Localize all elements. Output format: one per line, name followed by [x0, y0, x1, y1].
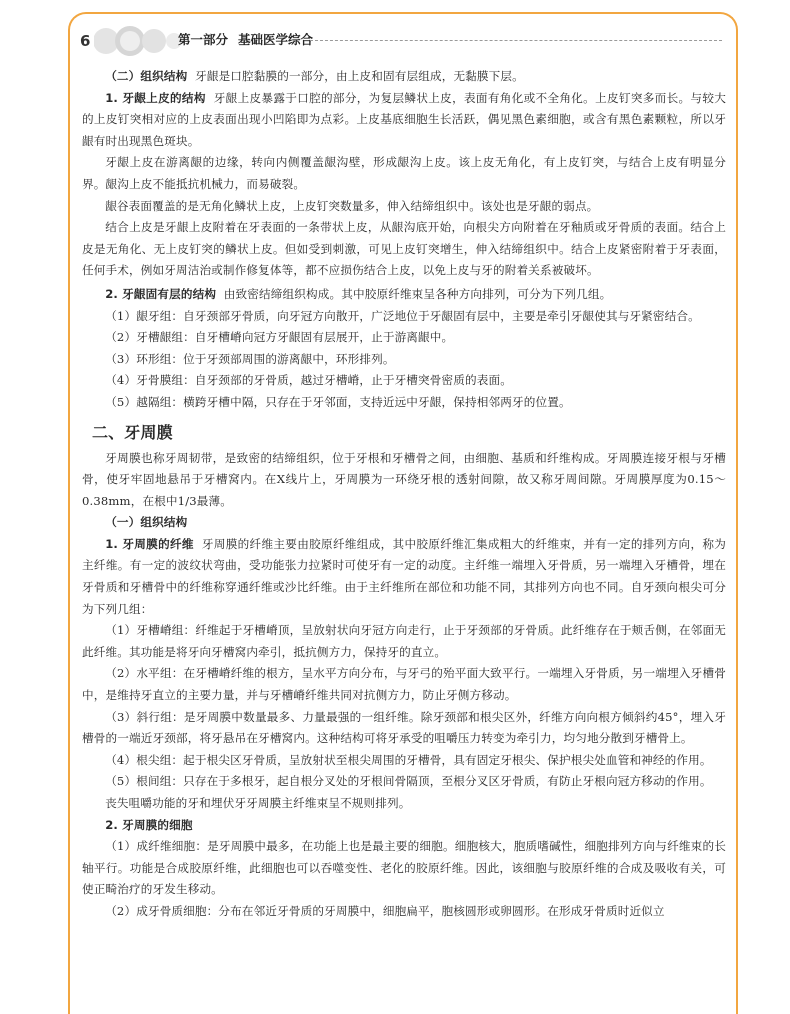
subsection-heading: 1. 牙龈上皮的结构	[105, 90, 206, 105]
page-body	[82, 66, 726, 923]
paragraph: 牙周膜也称牙周韧带，是致密的结缔组织，位于牙根和牙槽骨之间，由细胞、基质和纤维构成。牙周膜连接牙根与牙槽骨，使牙牢固地悬吊于牙槽窝内。在X线片上，牙周膜为一环绕牙根的透射间隙，故又称牙周间隙。牙周膜厚度为0.15～0.38mm，在根中1/3最薄。	[82, 450, 726, 508]
header-dashed-rule	[310, 40, 722, 41]
subsection-heading: 2. 牙龈固有层的结构	[105, 286, 217, 301]
list-item: （2）牙槽龈组：自牙槽嵴向冠方牙龈固有层展开，止于游离龈中。	[105, 330, 454, 345]
list-item: （4）根尖组：起于根尖区牙骨质，呈放射状至根尖周围的牙槽骨，具有固定牙根尖、保护根尖处血管和神经的作用。	[105, 752, 712, 767]
paragraph-text: 牙龈上皮暴露于口腔的部分，为复层鳞状上皮，表面有角化或不全角化。上皮钉突多而长。与较大的上皮钉突相对应的上皮表面出现小凹陷即为点彩。上皮基底细胞生长活跃，偶见黑色素细胞，或含有黑色素颗粒，所以牙龈有时出现黑色斑块。	[82, 90, 727, 148]
list-item: （2）水平组：在牙槽嵴纤维的根方，呈水平方向分布，与牙弓的殆平面大致平行。一端埋入牙骨质，另一端埋入牙槽骨中，是维持牙直立的主要力量，并与牙槽嵴纤维共同对抗侧方力，防止牙侧方移动。	[82, 666, 726, 703]
list-item: （1）牙槽嵴组：纤维起于牙槽嵴顶，呈放射状向牙冠方向走行，止于牙颈部的牙骨质。此纤维存在于颊舌侧，在邻面无此纤维。其功能是将牙向牙槽窝内牵引，抵抗侧方力，保持牙的直立。	[82, 623, 726, 659]
paragraph	[82, 534, 726, 620]
header-title	[178, 32, 313, 48]
running-header	[74, 26, 728, 56]
list-item: （3）斜行组：是牙周膜中数量最多、力量最强的一组纤维。除牙颈部和根尖区外，纤维方向向根方倾斜约45°，埋入牙槽骨的一端近牙颈部，将牙悬吊在牙槽窝内。这种结构可将牙承受的咀嚼压力转变为牵引力，均匀地分散到牙槽骨上。	[82, 709, 726, 746]
paragraph: 龈谷表面覆盖的是无角化鳞状上皮，上皮钉突数量多，伸入结缔组织中。该处也是牙龈的弱点。	[105, 198, 599, 213]
paragraph: 牙龈上皮在游离龈的边缘，转向内侧覆盖龈沟壁，形成龈沟上皮。该上皮无角化，有上皮钉突，与结合上皮有明显分界。龈沟上皮不能抵抗机械力，而易破裂。	[82, 155, 726, 191]
list-item: （3）环形组：位于牙颈部周围的游离龈中，环形排列。	[105, 351, 395, 366]
subsection-heading: 2. 牙周膜的细胞	[105, 817, 193, 832]
list-item: （4）牙骨膜组：自牙颈部的牙骨质，越过牙槽嵴，止于牙槽突骨密质的表面。	[105, 373, 513, 388]
paragraph-text: 由致密结缔组织构成。其中胶原纤维束呈各种方向排列，可分为下列几组。	[223, 286, 612, 301]
header-decoration-icon	[94, 26, 184, 56]
paragraph: 结合上皮是牙龈上皮附着在牙表面的一条带状上皮，从龈沟底开始，向根尖方向附着在牙釉质或牙骨质的表面。结合上皮是无角化、无上皮钉突的鳞状上皮。但如受到刺激，可见上皮钉突增生，伸入结缔组织中。结合上皮紧密附着于牙表面，任何手术，例如牙周洁治或制作修复体等，都不应损伤结合上皮，以免上皮与牙的附着关系被破坏。	[82, 220, 726, 278]
list-item: （2）成牙骨质细胞：分布在邻近牙骨质的牙周膜中，细胞扁平，胞核圆形或卵圆形。在形成牙骨质时近似立	[105, 903, 665, 918]
part-label: 第一部分	[178, 32, 229, 47]
subsection-heading: （一）组织结构	[105, 515, 188, 530]
paragraph-text: 牙周膜的纤维主要由胶原纤维组成，其中胶原纤维汇集成粗大的纤维束，并有一定的排列方向，称为主纤维。有一定的波纹状弯曲，受功能张力拉紧时可使牙有一定的动度。主纤维一端埋入牙骨质，另一端埋入牙槽骨，埋在牙骨质和牙槽骨中的纤维称穿通纤维或沙比纤维。由于主纤维所在部位和功能不同，其排列方向也不同。自牙颈向根尖可分为下列几组：	[82, 536, 727, 616]
list-item: （5）根间组：只存在于多根牙，起自根分叉处的牙根间骨隔顶，至根分叉区牙骨质，有防止牙根向冠方移动的作用。	[105, 774, 712, 789]
chapter-title: 基础医学综合	[238, 32, 314, 47]
list-item: （1）成纤维细胞：是牙周膜中最多，在功能上也是最主要的细胞。细胞核大，胞质嗜碱性，细胞排列方向与纤维束的长轴平行。功能是合成胶原纤维，此细胞也可以吞噬变性、老化的胶原纤维。因此，该细胞与胶原纤维的合成及吸收有关，可使正畸治疗的牙发生移动。	[82, 839, 726, 897]
paragraph	[82, 284, 726, 306]
paragraph: 丧失咀嚼功能的牙和埋伏牙牙周膜主纤维束呈不规则排列。	[105, 796, 411, 810]
list-item: （5）越隔组：横跨牙槽中隔，只存在于牙邻面，支持近远中牙龈，保持相邻两牙的位置。	[105, 394, 571, 409]
paragraph	[82, 88, 726, 153]
paragraph	[82, 66, 726, 88]
paragraph-text: 牙龈是口腔黏膜的一部分，由上皮和固有层组成，无黏膜下层。	[195, 69, 524, 83]
page-number: 6	[80, 32, 91, 50]
subsection-heading: 1. 牙周膜的纤维	[105, 536, 194, 551]
list-item: （1）龈牙组：自牙颈部牙骨质，向牙冠方向散开，广泛地位于牙龈固有层中，主要是牵引牙龈使其与牙紧密结合。	[105, 308, 700, 323]
section-title: 二、牙周膜	[92, 422, 173, 442]
subsection-heading: （二）组织结构	[105, 69, 188, 83]
